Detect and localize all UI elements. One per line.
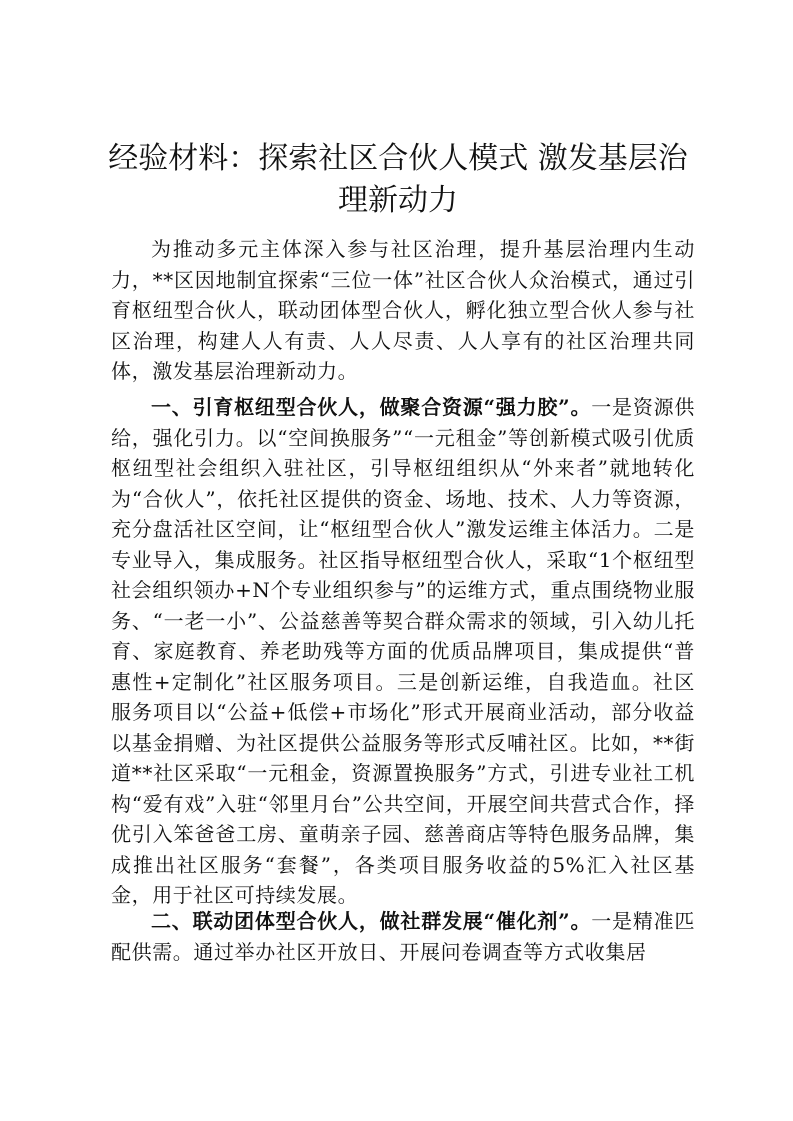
section-1-body: 一是资源供给，强化引力。以“空间换服务”“一元租金”等创新模式吸引优质枢纽型社会组织入驻社区，引导枢纽组织从“外来者”就地转化为“合伙人”，依托社区提供的资金、场地、技术、人力等资源，充分盘活社区空间，让“枢纽型合伙人”激发运维主体活力。二是专业导入，集成服务。社区指导枢纽型合伙人，采取“1个枢纽型社会组织领办+N个专业组织参与”的运维方式，重点围绕物业服务、“一老一小”、公益慈善等契合群众需求的领域，引入幼儿托育、家庭教育、养老助残等方面的优质品牌项目，集成提供“普惠性+定制化”社区服务项目。三是创新运维，自我造血。社区服务项目以“公益+低偿+市场化”形式开展商业活动，部分收益以基金捐赠、为社区提供公益服务等形式反哺社区。比如，**街道**社区采取“一元租金，资源置换服务”方式，引进专业社工机构“爱有戏”入驻“邻里月台”公共空间，开展空间共营式合作，择优引入笨爸爸工房、童萌亲子园、慈善商店等特色服务品牌，集成推出社区服务“套餐”，各类项目服务收益的5%汇入社区基金，用于社区可持续发展。 [111, 395, 696, 907]
section-2-heading: 二、联动团体型合伙人，做社群发展“催化剂”。 [151, 909, 592, 933]
paragraph-body: 为推动多元主体深入参与社区治理，提升基层治理内生动力，**区因地制宜探索“三位一体”社区合伙人众治模式，通过引育枢纽型合伙人，联动团体型合伙人，孵化独立型合伙人参与社区治理，构建人人有责、人人尽责、人人享有的社区治理共同体，激发基层治理新动力。 [111, 237, 695, 383]
document-title: 经验材料：探索社区合伙人模式 激发基层治理新动力 [108, 141, 688, 218]
paragraph-section-2 [111, 906, 695, 967]
paragraph-intro [111, 234, 695, 387]
section-1-heading: 一、引育枢纽型合伙人，做聚合资源“强力胶”。 [151, 395, 592, 419]
paragraph-section-1 [111, 392, 695, 911]
section-2-body: 一是精准匹配供需。通过举办社区开放日、开展问卷调查等方式收集居 [111, 909, 696, 964]
